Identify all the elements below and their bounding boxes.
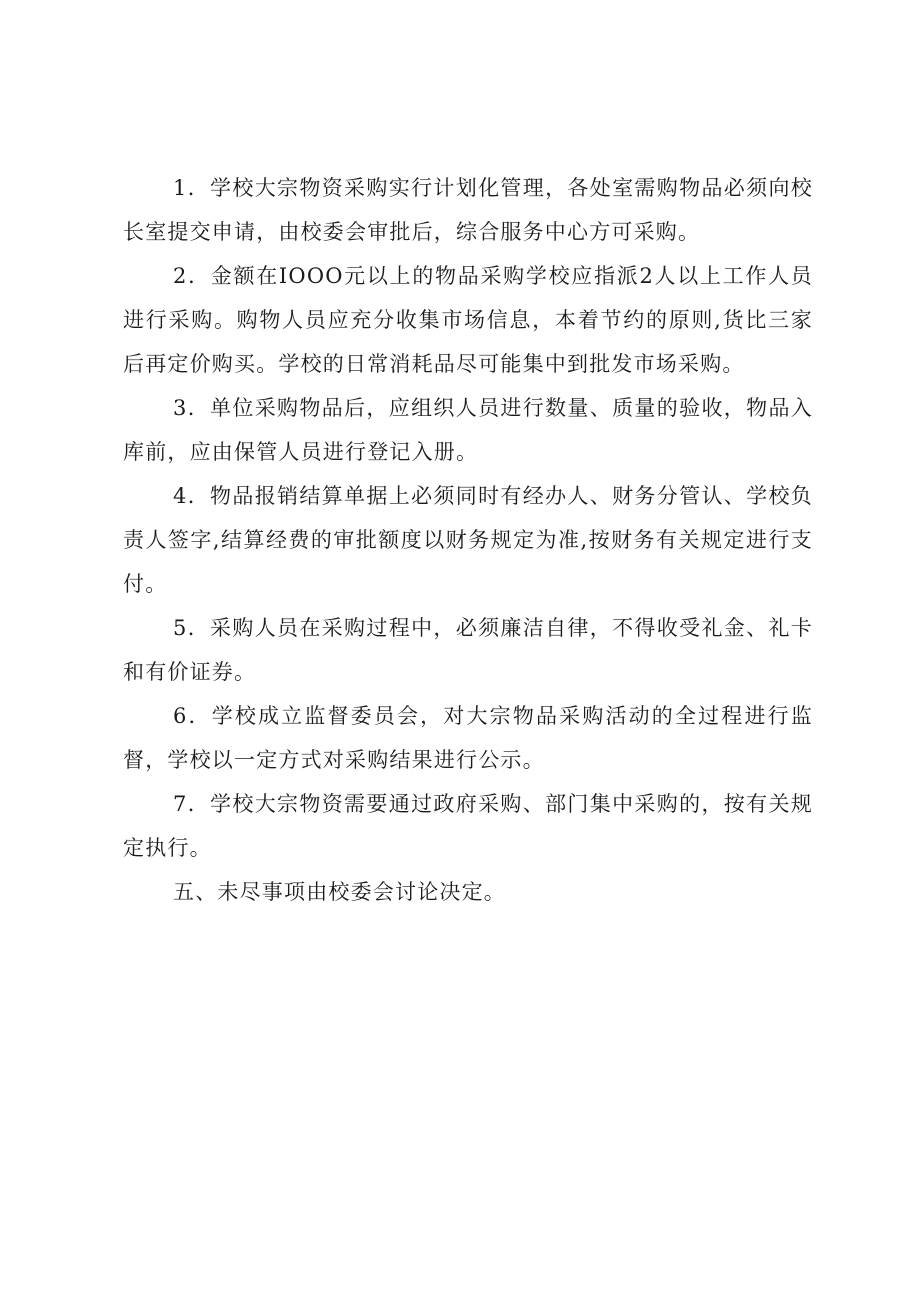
document-body [123,166,813,914]
paragraph-item-2: 2．金额在IOOO元以上的物品采购学校应指派2人以上工作人员进行采购。购物人员应充分收集市场信息，本着节约的原则,货比三家后再定价购买。学校的日常消耗品尽可能集中到批发市场采购。 [123,264,813,376]
paragraph-item-7: 7．学校大宗物资需要通过政府采购、部门集中采购的，按有关规定执行。 [123,792,813,860]
paragraph-item-3: 3．单位采购物品后，应组织人员进行数量、质量的验收，物品入库前，应由保管人员进行登记入册。 [123,396,813,464]
paragraph-section-5: 五、未尽事项由校委会讨论决定。 [173,880,506,904]
paragraph-item-4: 4．物品报销结算单据上必须同时有经办人、财务分管认、学校负责人签字,结算经费的审批额度以财务规定为准,按财务有关规定进行支付。 [123,484,813,596]
paragraph-item-5: 5．采购人员在采购过程中，必须廉洁自律，不得收受礼金、礼卡和有价证券。 [123,616,813,684]
paragraph-item-1: 1．学校大宗物资采购实行计划化管理，各处室需购物品必须向校长室提交申请，由校委会审批后，综合服务中心方可采购。 [123,176,813,244]
paragraph-item-6: 6．学校成立监督委员会，对大宗物品采购活动的全过程进行监督，学校以一定方式对采购结果进行公示。 [123,704,813,772]
